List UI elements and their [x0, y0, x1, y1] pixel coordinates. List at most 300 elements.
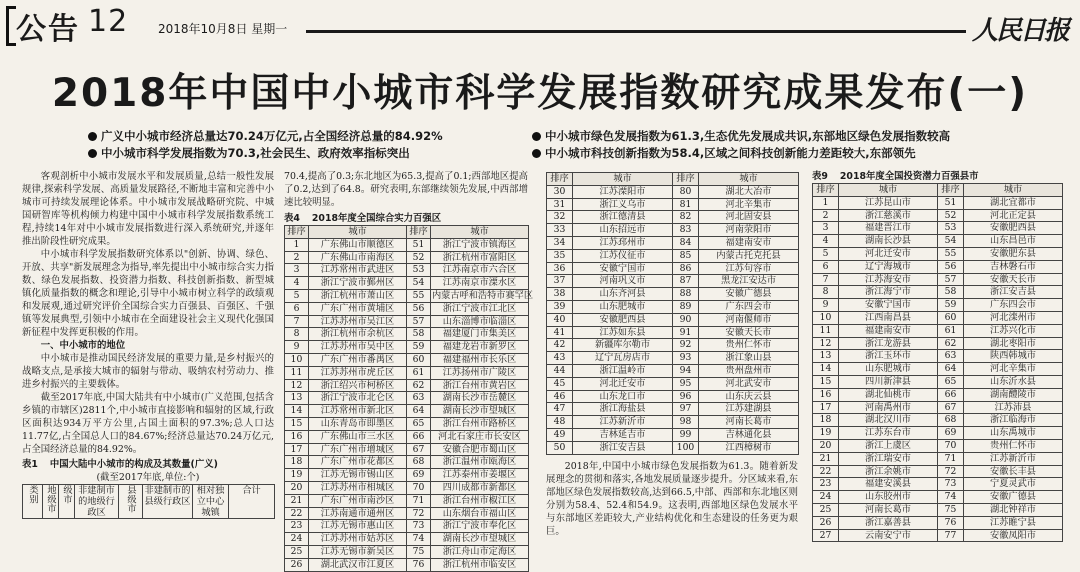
rank-cell: 53 — [407, 264, 431, 277]
table-row — [285, 417, 529, 430]
newspaper-logo: 人民日报 — [972, 16, 1069, 46]
table-4-header-row — [285, 226, 529, 239]
rank-cell: 44 — [547, 364, 573, 377]
table-4 — [284, 225, 534, 572]
city-cell: 河北迁安市 — [839, 247, 938, 260]
city-cell: 安徽凤阳市 — [964, 529, 1063, 542]
rank-cell: 58 — [938, 286, 964, 299]
city-cell: 陕西韩城市 — [964, 350, 1063, 363]
city-cell: 安徽肥西县 — [964, 222, 1063, 235]
rank-cell: 19 — [285, 469, 309, 482]
table-row — [813, 222, 1063, 235]
city-cell: 山东庆云县 — [699, 390, 799, 403]
table-row — [285, 315, 529, 328]
city-cell: 浙江海宁市 — [839, 286, 938, 299]
table-row — [813, 196, 1063, 209]
column-1 — [22, 170, 274, 519]
rank-cell: 85 — [673, 249, 699, 262]
rank-cell: 74 — [407, 533, 431, 546]
table-row — [813, 414, 1063, 427]
city-cell: 江苏句容市 — [699, 262, 799, 275]
city-cell: 广东佛山市三水区 — [309, 430, 407, 443]
highlight-1: 广义中小城市经济总量达70.24万亿元,占全国经济总量的84.92% — [88, 128, 443, 144]
city-cell: 江苏苏州市相城区 — [309, 481, 407, 494]
rank-cell: 19 — [813, 427, 839, 440]
table-row — [813, 247, 1063, 260]
city-cell: 安徽肥西县 — [573, 313, 673, 326]
table-1-header: 类别 — [23, 485, 43, 519]
rank-cell: 75 — [407, 545, 431, 558]
city-cell: 浙江宁波市鄞州区 — [309, 277, 407, 290]
city-cell: 湖南醴陵市 — [964, 388, 1063, 401]
ranking-table-header: 排序 — [673, 173, 699, 186]
city-cell: 江苏无锡市惠山区 — [309, 520, 407, 533]
table-row — [285, 507, 529, 520]
city-cell: 内蒙古呼和浩特市赛罕区 — [432, 289, 534, 301]
city-cell: 广东四会市 — [699, 300, 799, 313]
city-cell: 安徽天长市 — [964, 273, 1063, 286]
rank-cell: 41 — [547, 326, 573, 339]
city-cell: 云南安宁市 — [839, 529, 938, 542]
table-row — [285, 366, 529, 379]
rank-cell: 21 — [813, 452, 839, 465]
city-cell: 浙江慈溪市 — [839, 209, 938, 222]
rank-cell: 65 — [407, 417, 431, 430]
city-cell: 贵州仁怀市 — [699, 339, 799, 352]
city-cell: 湖北仙桃市 — [839, 388, 938, 401]
city-cell: 江西樟树市 — [699, 441, 799, 454]
page-number: 12 — [88, 4, 129, 39]
rank-cell: 4 — [813, 235, 839, 248]
rank-cell: 91 — [673, 326, 699, 339]
city-cell: 湖南长沙县 — [839, 235, 938, 248]
table-9-header: 排序 — [813, 184, 839, 197]
rank-cell: 18 — [813, 414, 839, 427]
rank-cell: 15 — [285, 417, 309, 430]
city-cell: 山东肥城市 — [839, 363, 938, 376]
city-cell: 湖南长沙市望城区 — [431, 405, 529, 418]
table-1-header: 相对独立中心城镇 — [193, 485, 229, 519]
city-cell: 湖南长沙市望城区 — [431, 533, 529, 546]
table-row — [547, 326, 799, 339]
table-row — [813, 235, 1063, 248]
city-cell: 湖北钟祥市 — [964, 503, 1063, 516]
city-cell: 浙江杭州市临安区 — [431, 558, 529, 571]
city-cell: 安徽宁国市 — [573, 262, 673, 275]
city-cell: 浙江龙游县 — [839, 337, 938, 350]
table-row — [813, 478, 1063, 491]
city-cell: 河北石家庄市长安区 — [431, 430, 529, 443]
rank-cell: 32 — [547, 211, 573, 224]
rank-cell: 64 — [938, 363, 964, 376]
issue-date: 2018年10月8日 星期一 — [158, 22, 288, 36]
city-cell: 浙江台州市椒江区 — [431, 494, 529, 507]
city-cell: 福建南安市 — [699, 236, 799, 249]
table-row — [813, 452, 1063, 465]
table-row — [285, 545, 529, 558]
city-cell: 辽宁海城市 — [839, 260, 938, 273]
city-cell: 浙江温岭市 — [573, 364, 673, 377]
table-row — [547, 288, 799, 301]
table-row — [285, 456, 529, 469]
rank-cell: 59 — [407, 341, 431, 354]
rank-cell: 94 — [673, 364, 699, 377]
rank-cell: 69 — [938, 427, 964, 440]
ranking-table — [546, 172, 799, 455]
table-row — [547, 390, 799, 403]
city-cell: 浙江宁波市北仑区 — [309, 392, 407, 405]
rank-cell: 51 — [938, 196, 964, 209]
table-row — [813, 209, 1063, 222]
table-row — [813, 299, 1063, 312]
table-row — [285, 430, 529, 443]
rank-cell: 98 — [673, 416, 699, 429]
rank-cell: 61 — [938, 324, 964, 337]
city-cell: 江苏扬州市广陵区 — [431, 366, 529, 379]
table-row — [547, 198, 799, 211]
table-row — [285, 289, 529, 302]
rank-cell: 26 — [285, 558, 309, 571]
city-cell: 江苏如东县 — [573, 326, 673, 339]
body-paragraph: 70.4,提高了0.3;东北地区为65.3,提高了0.1;西部地区提高了0.2,达到了64.8。研究表明,东部继续领先发展,中西部增速比较明显。 — [284, 171, 528, 208]
city-cell: 山东青岛市即墨区 — [309, 417, 407, 430]
body-paragraph: 中小城市科学发展指数研究体系以"创新、协调、绿色、开放、共享"新发展理念为指导,率先提出中小城市综合实力指数、绿色发展指数、投资潜力指数、科技创新指数、新型城镇化质量指数的概念和理论,引导中小城市树立科学的政绩观和发展观,通过研究评价全国综合实力百强县、百强区、千强镇等发展典型,引领中小城市在全面建设社会主义现代化强国新征程中发挥更积极的作用。 — [22, 249, 274, 338]
rank-cell: 48 — [547, 416, 573, 429]
city-cell: 安徽肥东县 — [964, 247, 1063, 260]
table-row — [547, 403, 799, 416]
table-row — [285, 533, 529, 546]
rank-cell: 24 — [285, 533, 309, 546]
city-cell: 山东龙口市 — [573, 390, 673, 403]
city-cell: 河南禹州市 — [839, 401, 938, 414]
header-bracket — [6, 6, 16, 46]
rank-cell: 2 — [285, 251, 309, 264]
city-cell: 江苏昆山市 — [839, 196, 938, 209]
city-cell: 河南偃师市 — [699, 313, 799, 326]
city-cell: 安徽天长市 — [699, 326, 799, 339]
city-cell: 江苏泰州市姜堰区 — [431, 469, 529, 482]
city-cell: 江苏睢宁县 — [964, 516, 1063, 529]
rank-cell: 24 — [813, 491, 839, 504]
rank-cell: 35 — [547, 249, 573, 262]
rank-cell: 72 — [407, 507, 431, 520]
city-cell: 河南长葛市 — [839, 503, 938, 516]
rank-cell: 58 — [407, 328, 431, 341]
city-cell: 江苏苏州市姑苏区 — [309, 533, 407, 546]
table-1-unit: (截至2017年底,单位:个) — [96, 472, 200, 483]
ranking-table-header-row — [547, 173, 799, 186]
table-row — [813, 491, 1063, 504]
highlight-4: 中小城市科技创新指数为58.4,区域之间科技创新能力差距较大,东部领先 — [532, 145, 916, 161]
city-cell: 江苏东台市 — [839, 427, 938, 440]
column-4 — [812, 170, 1062, 542]
table-row — [285, 353, 529, 366]
rank-cell: 36 — [547, 262, 573, 275]
city-cell: 河北固安县 — [699, 211, 799, 224]
table-1-header: 地级市 — [43, 485, 59, 519]
city-cell: 辽宁瓦房店市 — [573, 352, 673, 365]
city-cell: 浙江宁波市奉化区 — [431, 520, 529, 533]
rank-cell: 1 — [813, 196, 839, 209]
rank-cell: 7 — [285, 315, 309, 328]
city-cell: 山东招远市 — [573, 224, 673, 237]
rank-cell: 99 — [673, 428, 699, 441]
city-cell: 吉林通化县 — [699, 428, 799, 441]
table-row — [813, 427, 1063, 440]
bullet-icon — [532, 132, 541, 141]
city-cell: 湖北汉川市 — [839, 414, 938, 427]
city-cell: 浙江义乌市 — [573, 198, 673, 211]
city-cell: 浙江宁波市江北区 — [431, 302, 529, 315]
city-cell: 浙江安吉县 — [573, 441, 673, 454]
city-cell: 山东淄博市临淄区 — [431, 315, 529, 328]
rank-cell: 46 — [547, 390, 573, 403]
ranking-table-header: 城市 — [573, 173, 673, 186]
city-cell: 吉林延吉市 — [573, 428, 673, 441]
table-4-header: 排序 — [407, 226, 431, 239]
table-1 — [22, 484, 275, 519]
city-cell: 浙江温州市瓯海区 — [431, 456, 529, 469]
rank-cell: 60 — [407, 353, 431, 366]
city-cell: 广东广州市黄埔区 — [309, 302, 407, 315]
table-row — [285, 341, 529, 354]
city-cell: 湖北大冶市 — [699, 185, 799, 198]
rank-cell: 72 — [938, 465, 964, 478]
table-row — [813, 350, 1063, 363]
rank-cell: 88 — [673, 288, 699, 301]
rank-cell: 12 — [813, 337, 839, 350]
rank-cell: 52 — [938, 209, 964, 222]
body-paragraph: 2018年,中国中小城市绿色发展指数为61.3。随着新发展理念的贯彻和落实,各地发展质量逐步提升。分区域来看,东部地区绿色发展指数较高,达到66.5,中部、西部和东北地区则分别为58.4、52.4和54.9。这表明,西部地区绿色发展水平与东部地区差距较大,产业结构优化和生态建设的任务更为艰巨。 — [546, 460, 798, 537]
table-row — [813, 260, 1063, 273]
body-paragraph: 截至2017年底,中国大陆共有中小城市(广义范围,包括含乡镇的市辖区)2811个,中小城市直接影响和辐射的区域,行政区面积达934万平方公里,占国土面积的97.3%;总人口达11.77亿,占全国总人口的84.67%;经济总量达70.24万亿元,占全国经济总量的84.92%。 — [22, 392, 274, 455]
table-row — [547, 364, 799, 377]
city-cell: 山东禹城市 — [964, 427, 1063, 440]
city-cell: 浙江海盐县 — [573, 403, 673, 416]
city-cell: 广东佛山市顺德区 — [309, 238, 407, 251]
table-row — [547, 236, 799, 249]
rank-cell: 39 — [547, 300, 573, 313]
rank-cell: 47 — [547, 403, 573, 416]
column-3 — [546, 172, 798, 538]
rank-cell: 68 — [407, 456, 431, 469]
city-cell: 浙江杭州市富阳区 — [431, 251, 529, 264]
rank-cell: 3 — [813, 222, 839, 235]
city-cell: 河北滦州市 — [964, 311, 1063, 324]
section-subhead: 一、中小城市的地位 — [40, 340, 126, 351]
rank-cell: 17 — [813, 401, 839, 414]
city-cell: 山东肥城市 — [573, 300, 673, 313]
city-cell: 河南荥阳市 — [699, 224, 799, 237]
city-cell: 河北辛集市 — [964, 363, 1063, 376]
rank-cell: 12 — [285, 379, 309, 392]
table-row — [285, 251, 529, 264]
city-cell: 河北武安市 — [699, 377, 799, 390]
rank-cell: 23 — [285, 520, 309, 533]
rank-cell: 70 — [938, 439, 964, 452]
table-4-header: 排序 — [285, 226, 309, 239]
table-row — [813, 503, 1063, 516]
table-row — [813, 388, 1063, 401]
rank-cell: 59 — [938, 299, 964, 312]
city-cell: 江苏仪征市 — [573, 249, 673, 262]
city-cell: 河南长葛市 — [699, 416, 799, 429]
rank-cell: 11 — [813, 324, 839, 337]
city-cell: 安徽广德县 — [699, 288, 799, 301]
city-cell: 福建福州市长乐区 — [431, 353, 529, 366]
city-cell: 江西南昌县 — [839, 311, 938, 324]
table-9-header: 城市 — [964, 184, 1063, 197]
table-1-header: 县级市 — [119, 485, 143, 519]
table-row — [813, 273, 1063, 286]
rank-cell: 70 — [407, 481, 431, 494]
rank-cell: 54 — [938, 235, 964, 248]
table-1-caption: 表1 中国大陆中小城市的构成及其数量(广义) — [22, 459, 218, 470]
rank-cell: 14 — [285, 405, 309, 418]
city-cell: 江苏苏州市吴江区 — [309, 315, 407, 328]
city-cell: 河北辛集市 — [699, 198, 799, 211]
rank-cell: 9 — [285, 341, 309, 354]
highlight-3: 中小城市绿色发展指数为61.3,生态优先发展成共识,东部地区绿色发展指数较高 — [532, 128, 950, 144]
table-row — [547, 352, 799, 365]
rank-cell: 5 — [285, 289, 309, 302]
city-cell: 山东胶州市 — [839, 491, 938, 504]
rank-cell: 2 — [813, 209, 839, 222]
table-row — [547, 416, 799, 429]
table-1-header: 合计 — [229, 485, 275, 519]
rank-cell: 55 — [407, 289, 431, 302]
city-cell: 浙江舟山市定海区 — [431, 545, 529, 558]
table-1-header: 级市 — [59, 485, 75, 519]
bullet-icon — [88, 132, 97, 141]
table-row — [285, 379, 529, 392]
city-cell: 江苏南通市通州区 — [309, 507, 407, 520]
rank-cell: 65 — [938, 375, 964, 388]
table-row — [285, 469, 529, 482]
rank-cell: 20 — [285, 481, 309, 494]
rank-cell: 55 — [938, 247, 964, 260]
table-1-header: 非建制市的县级行政区 — [143, 485, 193, 519]
rank-cell: 8 — [813, 286, 839, 299]
rank-cell: 60 — [938, 311, 964, 324]
rank-cell: 56 — [938, 260, 964, 273]
city-cell: 贵州仁怀市 — [964, 439, 1063, 452]
city-cell: 福建南安市 — [839, 324, 938, 337]
city-cell: 浙江临海市 — [964, 414, 1063, 427]
table-row — [547, 377, 799, 390]
rank-cell: 6 — [813, 260, 839, 273]
table-9-header-row — [813, 184, 1063, 197]
rank-cell: 86 — [673, 262, 699, 275]
city-cell: 江苏兴化市 — [964, 324, 1063, 337]
rank-cell: 5 — [813, 247, 839, 260]
table-row — [813, 529, 1063, 542]
city-cell: 浙江瑞安市 — [839, 452, 938, 465]
column-2 — [284, 170, 534, 572]
rank-cell: 4 — [285, 277, 309, 290]
city-cell: 福建安溪县 — [839, 478, 938, 491]
rank-cell: 11 — [285, 366, 309, 379]
rank-cell: 22 — [285, 507, 309, 520]
city-cell: 浙江余姚市 — [839, 465, 938, 478]
rank-cell: 13 — [285, 392, 309, 405]
ranking-table-header: 城市 — [699, 173, 799, 186]
rank-cell: 14 — [813, 363, 839, 376]
city-cell: 浙江安吉县 — [964, 286, 1063, 299]
city-cell: 湖北枣阳市 — [964, 337, 1063, 350]
rank-cell: 80 — [673, 185, 699, 198]
page-header — [0, 0, 1080, 52]
city-cell: 福建晋江市 — [839, 222, 938, 235]
city-cell: 广东广州市花都区 — [309, 456, 407, 469]
rank-cell: 38 — [547, 288, 573, 301]
table-row — [285, 277, 529, 290]
rank-cell: 33 — [547, 224, 573, 237]
city-cell: 山东烟台市福山区 — [431, 507, 529, 520]
rank-cell: 74 — [938, 491, 964, 504]
city-cell: 浙江上虞区 — [839, 439, 938, 452]
table-1-header: 非建制市的地级行政区 — [75, 485, 119, 519]
rank-cell: 30 — [547, 185, 573, 198]
rank-cell: 6 — [285, 302, 309, 315]
rank-cell: 18 — [285, 456, 309, 469]
city-cell: 浙江杭州市余杭区 — [309, 328, 407, 341]
table-row — [813, 465, 1063, 478]
city-cell: 浙江绍兴市柯桥区 — [309, 379, 407, 392]
table-row — [547, 224, 799, 237]
rank-cell: 1 — [285, 238, 309, 251]
city-cell: 福建厦门市集美区 — [431, 328, 529, 341]
city-cell: 黑龙江安达市 — [699, 275, 799, 288]
table-row — [547, 249, 799, 262]
city-cell: 江苏苏州市虎丘区 — [309, 366, 407, 379]
table-row — [813, 401, 1063, 414]
city-cell: 广东广州市增城区 — [309, 443, 407, 456]
rank-cell: 89 — [673, 300, 699, 313]
rank-cell: 87 — [673, 275, 699, 288]
city-cell: 江苏新沂市 — [964, 452, 1063, 465]
city-cell: 江苏常州市新北区 — [309, 405, 407, 418]
rank-cell: 67 — [407, 443, 431, 456]
city-cell: 浙江宁波市镇海区 — [431, 238, 529, 251]
city-cell: 浙江杭州市萧山区 — [309, 289, 407, 302]
table-row — [547, 428, 799, 441]
rank-cell: 15 — [813, 375, 839, 388]
rank-cell: 67 — [938, 401, 964, 414]
table-row — [285, 558, 529, 571]
rank-cell: 66 — [938, 388, 964, 401]
rank-cell: 73 — [938, 478, 964, 491]
table-row — [547, 339, 799, 352]
city-cell: 安徽合肥市蜀山区 — [431, 443, 529, 456]
table-row — [547, 185, 799, 198]
bullet-icon — [88, 149, 97, 158]
rank-cell: 42 — [547, 339, 573, 352]
rank-cell: 16 — [285, 430, 309, 443]
rank-cell: 17 — [285, 443, 309, 456]
city-cell: 吉林磐石市 — [964, 260, 1063, 273]
table-row — [285, 392, 529, 405]
table-row — [547, 441, 799, 454]
city-cell: 浙江台州市黄岩区 — [431, 379, 529, 392]
rank-cell: 95 — [673, 377, 699, 390]
city-cell: 新疆库尔勒市 — [573, 339, 673, 352]
city-cell: 浙江象山县 — [699, 352, 799, 365]
city-cell: 广东广州市番禺区 — [309, 353, 407, 366]
rank-cell: 50 — [547, 441, 573, 454]
city-cell: 山东沂水县 — [964, 375, 1063, 388]
city-cell: 浙江玉环市 — [839, 350, 938, 363]
